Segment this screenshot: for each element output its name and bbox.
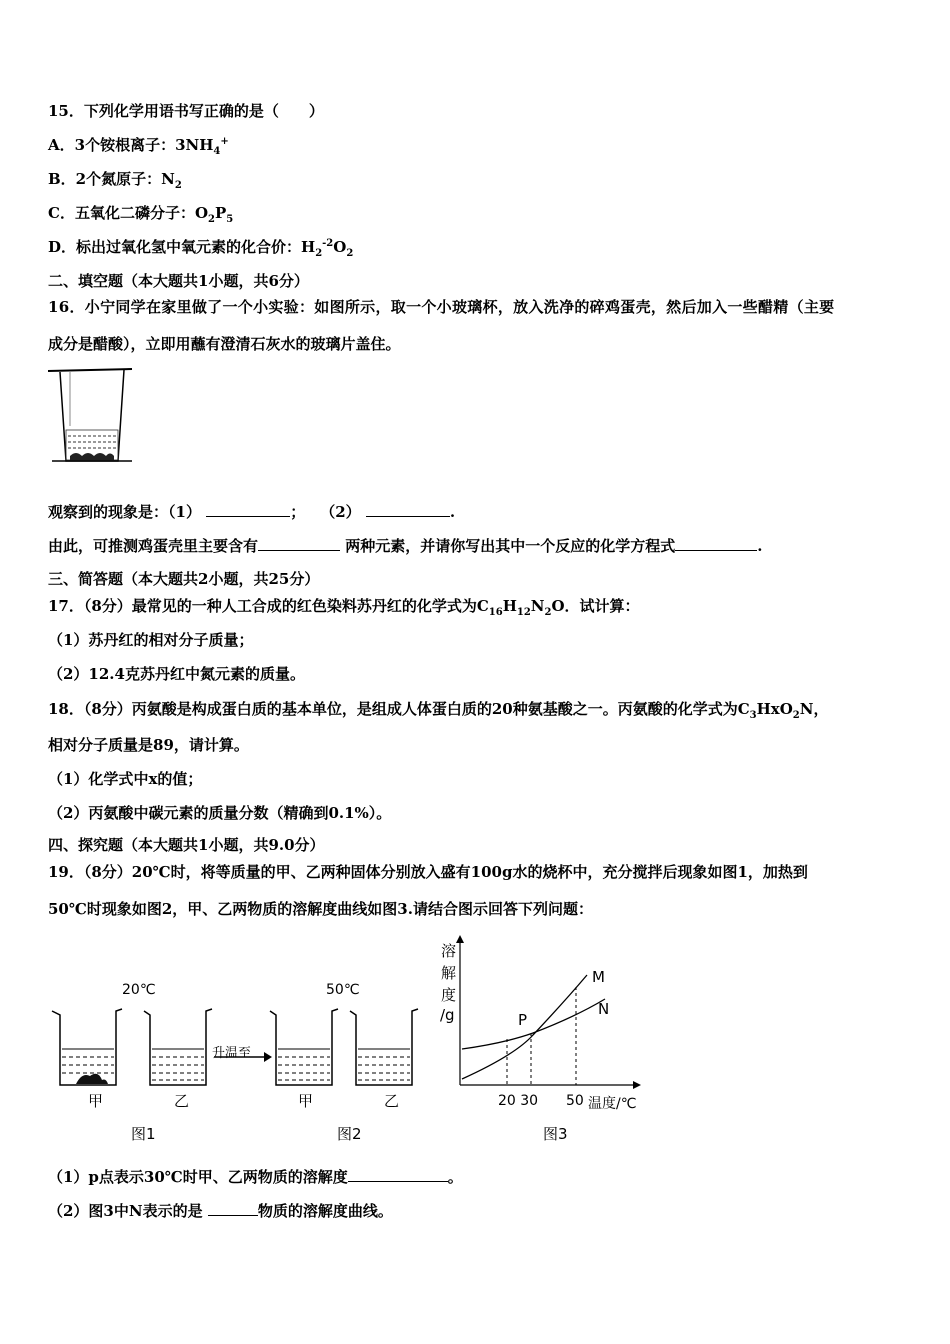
label-yi-1: 乙 — [174, 1092, 190, 1110]
q16-inference: 由此，可推测鸡蛋壳里主要含有 两种元素，并请你写出其中一个反应的化学方程式 . — [48, 537, 763, 555]
answer-blank-4[interactable] — [675, 536, 757, 551]
q17-part1: （1）苏丹红的相对分子质量； — [48, 631, 254, 649]
q15-option-d: D．标出过氧化氢中氧元素的化合价：$H_2^{-2}O_2$ — [48, 238, 354, 259]
label-jia-1: 甲 — [88, 1092, 104, 1110]
answer-blank-2[interactable] — [366, 502, 450, 517]
label-jia-2: 甲 — [298, 1092, 314, 1110]
q19-part2: （2）图3中N表示的是 物质的溶解度曲线。 — [48, 1202, 393, 1220]
q18-line1: 18．（8分）丙氨酸是构成蛋白质的基本单位，是组成人体蛋白质的20种氨基酸之一。丙氨酸的化学式为$C_3HxO_2N$， — [48, 700, 829, 721]
ylabel-char-2: 解 — [441, 964, 457, 982]
q16-line1: 16．小宁同学在家里做了一个小实验：如图所示，取一个小玻璃杯，放入洗净的碎鸡蛋壳，然后加入一些醋精（主要 — [48, 298, 835, 316]
label-yi-2: 乙 — [384, 1092, 400, 1110]
answer-blank-5[interactable] — [348, 1167, 448, 1182]
curve-n-label: N — [598, 1000, 610, 1018]
q16-observation: 观察到的现象是：（1） ； （2） . — [48, 503, 456, 521]
xlabel: 温度/℃ — [588, 1096, 637, 1112]
answer-blank-6[interactable] — [208, 1201, 258, 1216]
beaker-jia-50 — [270, 1009, 338, 1085]
answer-blank-1[interactable] — [206, 502, 290, 517]
fig1-caption: 图1 — [131, 1125, 156, 1143]
q18-line2: 相对分子质量是89，请计算。 — [48, 736, 249, 754]
q15-option-c: C．五氧化二磷分子：$O_2P_5$ — [48, 204, 234, 225]
q19-line2: 50℃时现象如图2，甲、乙两物质的溶解度曲线如图3.请结合图示回答下列问题： — [48, 900, 593, 918]
fig3-caption: 图3 — [543, 1125, 568, 1143]
beaker-yi-20 — [144, 1009, 212, 1085]
ylabel-char-3: 度 — [441, 986, 457, 1004]
section-3-heading: 三、简答题（本大题共2小题，共25分） — [48, 570, 320, 588]
temp-label-50: 50℃ — [326, 982, 360, 998]
q15-stem: 15．下列化学用语书写正确的是（ ） — [48, 102, 324, 120]
xtick-20-30: 20 30 — [498, 1093, 539, 1109]
q16-line2: 成分是醋酸），立即用蘸有澄清石灰水的玻璃片盖住。 — [48, 335, 401, 353]
beaker-jia-20 — [52, 1009, 122, 1085]
section-4-heading: 四、探究题（本大题共1小题，共9.0分） — [48, 836, 325, 854]
q19-part1: （1）p点表示30℃时甲、乙两物质的溶解度 。 — [48, 1168, 463, 1186]
xtick-50: 50 — [566, 1093, 584, 1109]
ylabel-char-4: /g — [440, 1006, 455, 1024]
point-p-label: P — [518, 1011, 528, 1029]
q19-line1: 19．（8分）20℃时，将等质量的甲、乙两种固体分别放入盛有100g水的烧杯中，充分搅拌后现象如图1，加热到 — [48, 863, 808, 881]
solubility-chart — [455, 935, 645, 1095]
q18-part1: （1）化学式中x的值； — [48, 770, 203, 788]
q17-stem: 17．（8分）最常见的一种人工合成的红色染料苏丹红的化学式为$C_{16}H_{12}N_2O$．试计算： — [48, 597, 640, 618]
q17-part2: （2）12.4克苏丹红中氮元素的质量。 — [48, 665, 305, 683]
ylabel-char-1: 溶 — [441, 942, 457, 960]
curve-n — [462, 999, 605, 1049]
section-2-heading: 二、填空题（本大题共1小题，共6分） — [48, 272, 309, 290]
heat-arrow-label: 升温至 — [212, 1046, 252, 1061]
curve-m-label: M — [592, 968, 605, 986]
temp-label-20: 20℃ — [122, 982, 156, 998]
q15-option-b: B．2个氮原子：$N_2$ — [48, 170, 182, 191]
q18-part2: （2）丙氨酸中碳元素的质量分数（精确到0.1%）。 — [48, 804, 392, 822]
undissolved-solid — [76, 1074, 108, 1084]
q15-option-a: A．3个铵根离子：$3NH_4^+$ — [48, 136, 229, 157]
answer-blank-3[interactable] — [258, 536, 340, 551]
glass-cup-figure — [48, 366, 134, 466]
beaker-yi-50 — [350, 1009, 418, 1085]
fig2-caption: 图2 — [337, 1125, 362, 1143]
